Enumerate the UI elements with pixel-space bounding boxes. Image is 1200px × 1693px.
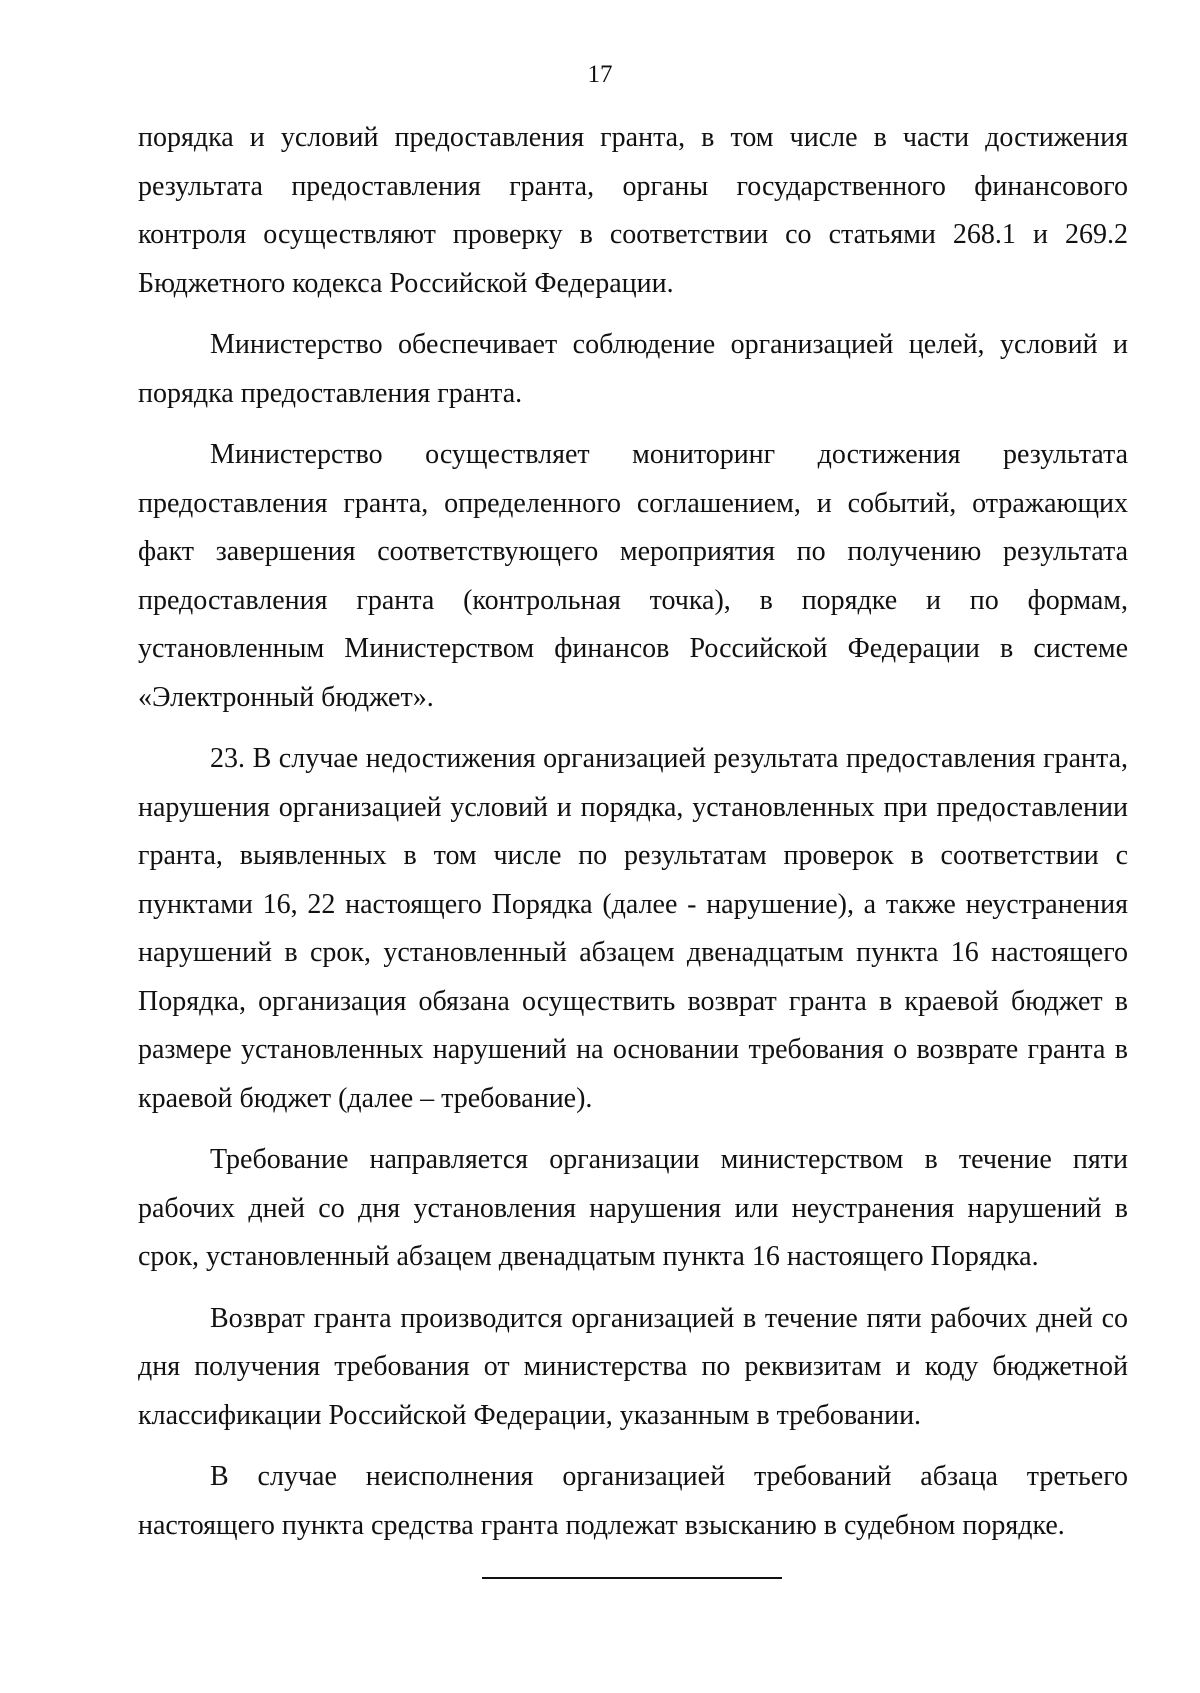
paragraph: Возврат гранта производится организацией в течение пяти рабочих дней со дня получения требования от министерства по реквизитам и коду бюджетной классификации Российской Федерации, указанным в требовании. — [138, 1302, 1128, 1431]
paragraph: Министерство обеспечивает соблюдение организацией целей, условий и порядка предоставления гранта. — [138, 329, 1128, 409]
paragraph: Требование направляется организации министерством в течение пяти рабочих дней со дня установления нарушения или неустранения нарушений в срок, установленный абзацем двенадцатым пункта 16 настоящего Порядка. — [138, 1144, 1128, 1272]
document-body — [138, 114, 1128, 1563]
paragraph-continuation: порядка и условий предоставления гранта, в том числе в части достижения результата предоставления гранта, органы государственного финансового контроля осуществляют проверку в соответствии со статьями 268.1 и 269.2 Бюджетного кодекса Российской Федерации. — [138, 122, 1128, 299]
paragraph: В случае неисполнения организацией требований абзаца третьего настоящего пункта средства гранта подлежат взысканию в судебном порядке. — [138, 1461, 1128, 1541]
paragraph-item-23: 23. В случае недостижения организацией результата предоставления гранта, нарушения организацией условий и порядка, установленных при предоставлении гранта, выявленных в том числе по результатам проверок в соответствии с пунктами 16, 22 настоящего Порядка (далее - нарушение), а также неустранения нарушений в срок, установленный абзацем двенадцатым пункта 16 настоящего Порядка, организация обязана осуществить возврат гранта в краевой бюджет в размере установленных нарушений на основании требования о возврате гранта в краевой бюджет (далее – требование). — [138, 743, 1128, 1114]
page-number: 17 — [587, 61, 613, 88]
end-of-document-rule — [482, 1577, 782, 1579]
paragraph: Министерство осуществляет мониторинг достижения результата предоставления гранта, определенного соглашением, и событий, отражающих факт завершения соответствующего мероприятия по получению результата предоставления гранта (контрольная точка), в порядке и по формам, установленным Министерством финансов Российской Федерации в системе «Электронный бюджет». — [138, 439, 1128, 713]
